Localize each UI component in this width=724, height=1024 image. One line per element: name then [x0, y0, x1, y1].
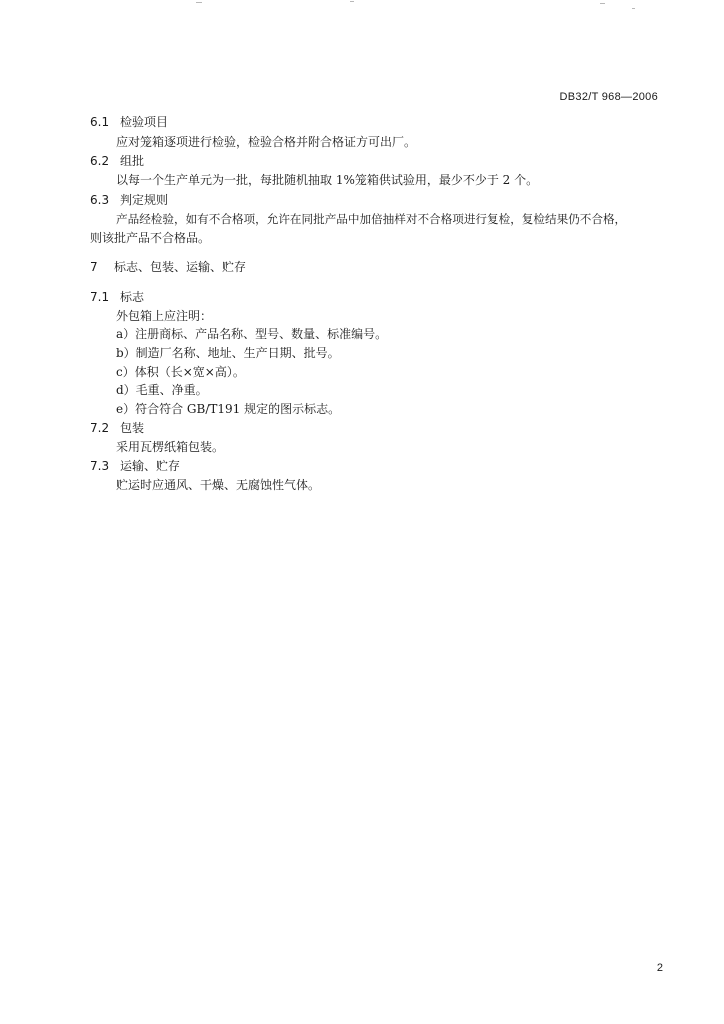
section-number: 7.2: [90, 421, 110, 435]
section-6-2-heading: [90, 153, 144, 169]
section-6-3-paragraph-line1: 产品经检验，如有不合格项，允许在同批产品中加倍抽样对不合格项进行复检，复检结果仍不合格，: [116, 212, 627, 226]
section-6-1-paragraph: 应对笼箱逐项进行检验，检验合格并附合格证方可出厂。: [116, 135, 417, 149]
section-title: 判定规则: [120, 193, 169, 207]
section-7-3-heading: [90, 458, 180, 474]
standard-code: DB32/T 968—2006: [559, 91, 658, 103]
section-number: 7.3: [90, 459, 110, 473]
section-7-1-heading: [90, 289, 144, 305]
scan-speck: [600, 3, 605, 4]
section-title: 包装: [120, 421, 145, 435]
list-item-a: a）注册商标、产品名称、型号、数量、标准编号。: [116, 327, 388, 341]
section-title: 检验项目: [120, 115, 169, 129]
section-6-3-heading: [90, 192, 168, 208]
section-6-2-paragraph: 以每一个生产单元为一批，每批随机抽取 1%笼箱供试验用，最少不少于 2 个。: [116, 173, 539, 187]
scan-speck: [350, 1, 354, 2]
list-item-b: b）制造厂名称、地址、生产日期、批号。: [116, 346, 340, 360]
section-7-1-paragraph: 外包箱上应注明：: [116, 309, 213, 323]
section-title: 组批: [120, 154, 145, 168]
list-item-d: d）毛重、净重。: [116, 383, 208, 397]
section-7-3-paragraph: 贮运时应通风、干燥、无腐蚀性气体。: [116, 478, 321, 492]
section-number: 7.1: [90, 290, 110, 304]
scan-speck: [196, 2, 202, 3]
section-6-3-paragraph-line2: 则该批产品不合格品。: [90, 231, 211, 245]
section-number: 6.1: [90, 115, 110, 129]
chapter-title: 标志、包装、运输、贮存: [114, 260, 247, 274]
section-7-2-heading: [90, 420, 144, 436]
chapter-7-heading: [90, 259, 246, 275]
chapter-number: 7: [90, 260, 98, 274]
section-7-2-paragraph: 采用瓦楞纸箱包装。: [116, 440, 225, 454]
section-title: 运输、贮存: [120, 459, 181, 473]
section-number: 6.2: [90, 154, 110, 168]
section-6-1-heading: [90, 114, 168, 130]
list-item-e: e）符合符合 GB/T191 规定的图示标志。: [116, 402, 341, 416]
page-number: 2: [656, 962, 663, 974]
section-number: 6.3: [90, 193, 110, 207]
list-item-c: c）体积（长×宽×高）。: [116, 365, 245, 379]
section-title: 标志: [120, 290, 145, 304]
scan-speck: [632, 8, 635, 9]
